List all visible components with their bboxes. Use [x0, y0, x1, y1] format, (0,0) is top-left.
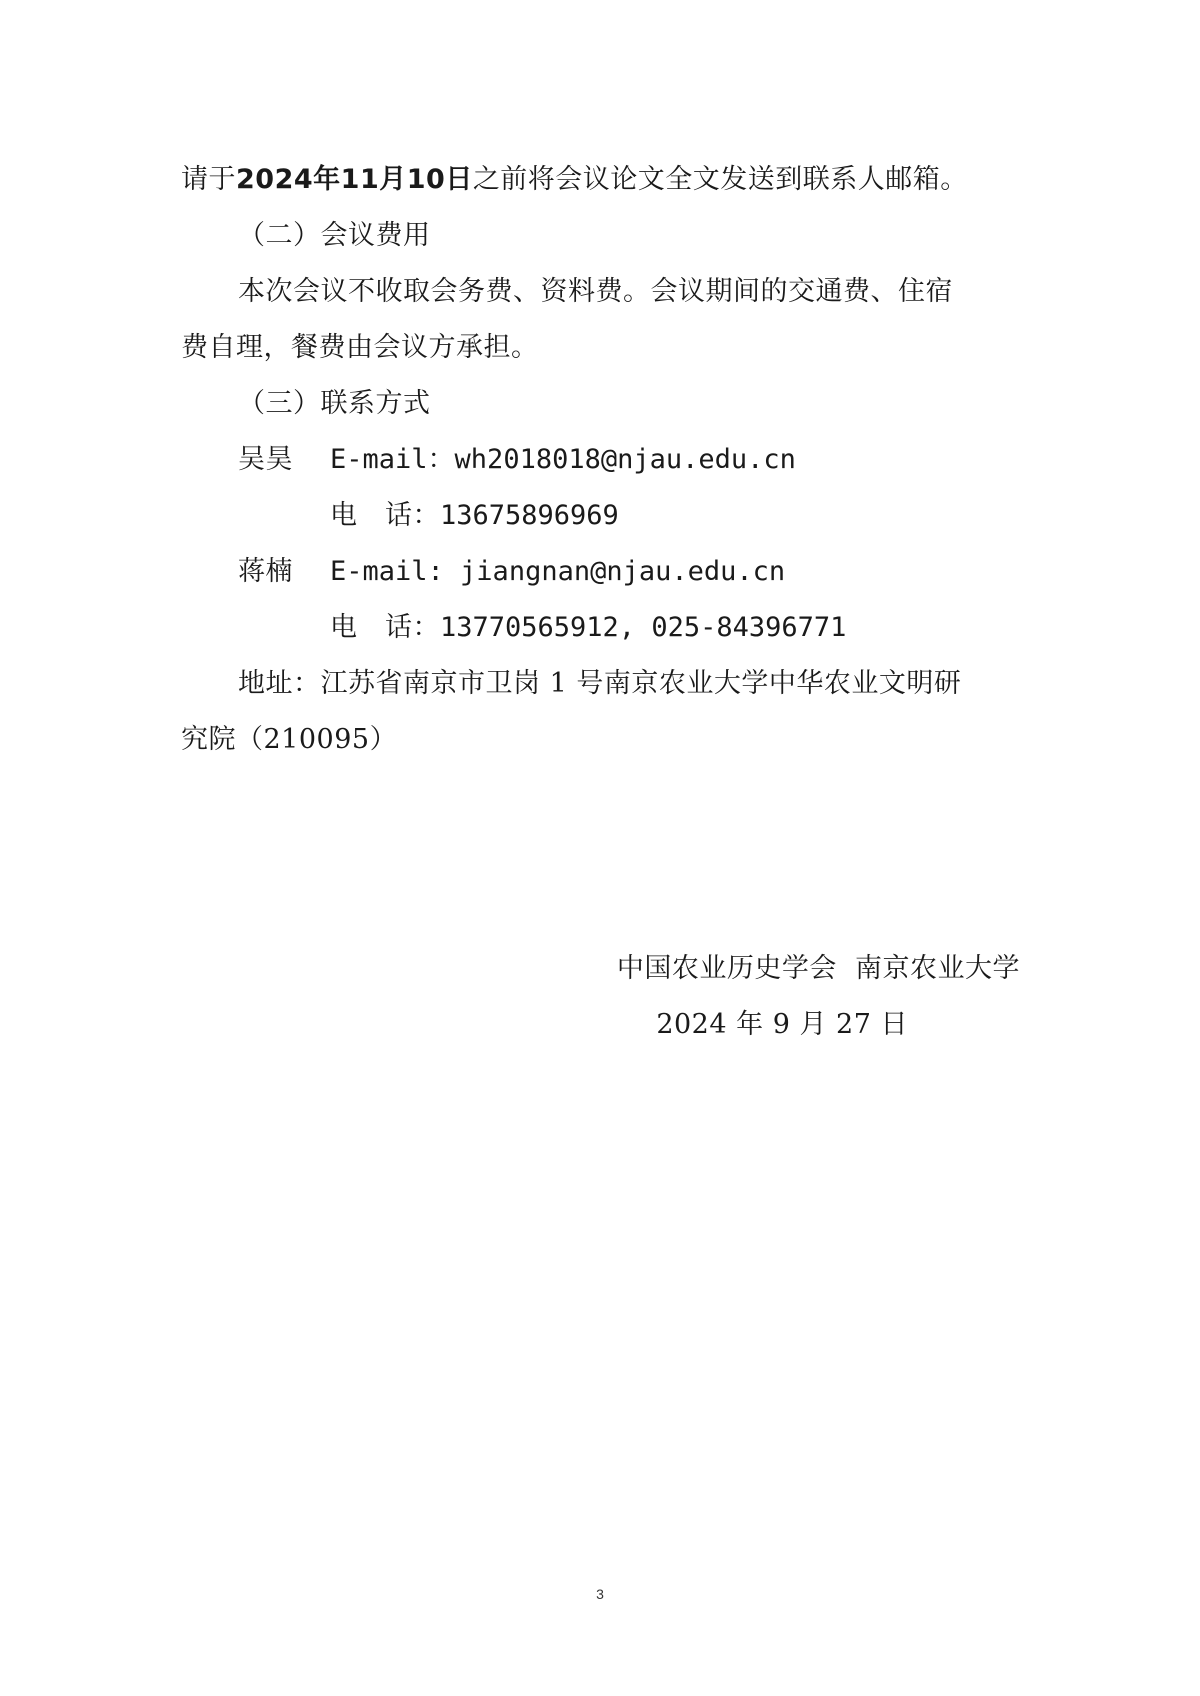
deadline-year: 2024 — [236, 164, 314, 195]
contact-1-phone: 13675896969 — [440, 500, 619, 531]
contact-1-name: 吴昊 — [238, 444, 293, 475]
contact-2-email-label: E-mail: — [330, 556, 461, 587]
deadline-prefix: 请于 — [181, 164, 236, 195]
fees-heading: （二）会议费用 — [238, 220, 431, 251]
contact-2-phone-row — [330, 611, 846, 645]
address-line-2: 究院（210095） — [181, 724, 398, 755]
contact-2-name: 蒋楠 — [238, 556, 293, 587]
signature-organizations: 中国农业历史学会 南京农业大学 — [616, 953, 1020, 984]
page-number: 3 — [596, 1586, 604, 1602]
contact-1-email-row — [238, 443, 796, 477]
contact-1-email-label: E-mail： — [330, 444, 455, 475]
address-line-1: 地址：江苏省南京市卫岗 1 号南京农业大学中华农业文明研 — [238, 668, 962, 699]
contact-heading: （三）联系方式 — [238, 388, 431, 419]
signature-date: 2024 年 9 月 27 日 — [656, 1009, 908, 1040]
deadline-month: 11 — [340, 164, 380, 195]
contact-2-email[interactable]: jiangnan@njau.edu.cn — [460, 556, 786, 587]
deadline-ri: 日 — [445, 164, 473, 195]
contact-1-email[interactable]: wh2018018@njau.edu.cn — [454, 444, 796, 475]
deadline-paragraph — [181, 163, 968, 197]
deadline-day: 10 — [406, 164, 446, 195]
contact-2-email-row — [238, 555, 785, 589]
fees-line-2: 费自理，餐费由会议方承担。 — [181, 332, 539, 363]
fees-line-1: 本次会议不收取会务费、资料费。会议期间的交通费、住宿 — [238, 276, 953, 307]
deadline-suffix: 之前将会议论文全文发送到联系人邮箱。 — [472, 164, 968, 195]
deadline-yue: 月 — [379, 164, 407, 195]
contact-2-phone-label: 电 话： — [330, 612, 440, 643]
contact-1-phone-row — [330, 499, 619, 533]
contact-1-phone-label: 电 话： — [330, 500, 440, 531]
contact-2-phone: 13770565912, 025-84396771 — [440, 612, 847, 643]
deadline-nian: 年 — [313, 164, 341, 195]
